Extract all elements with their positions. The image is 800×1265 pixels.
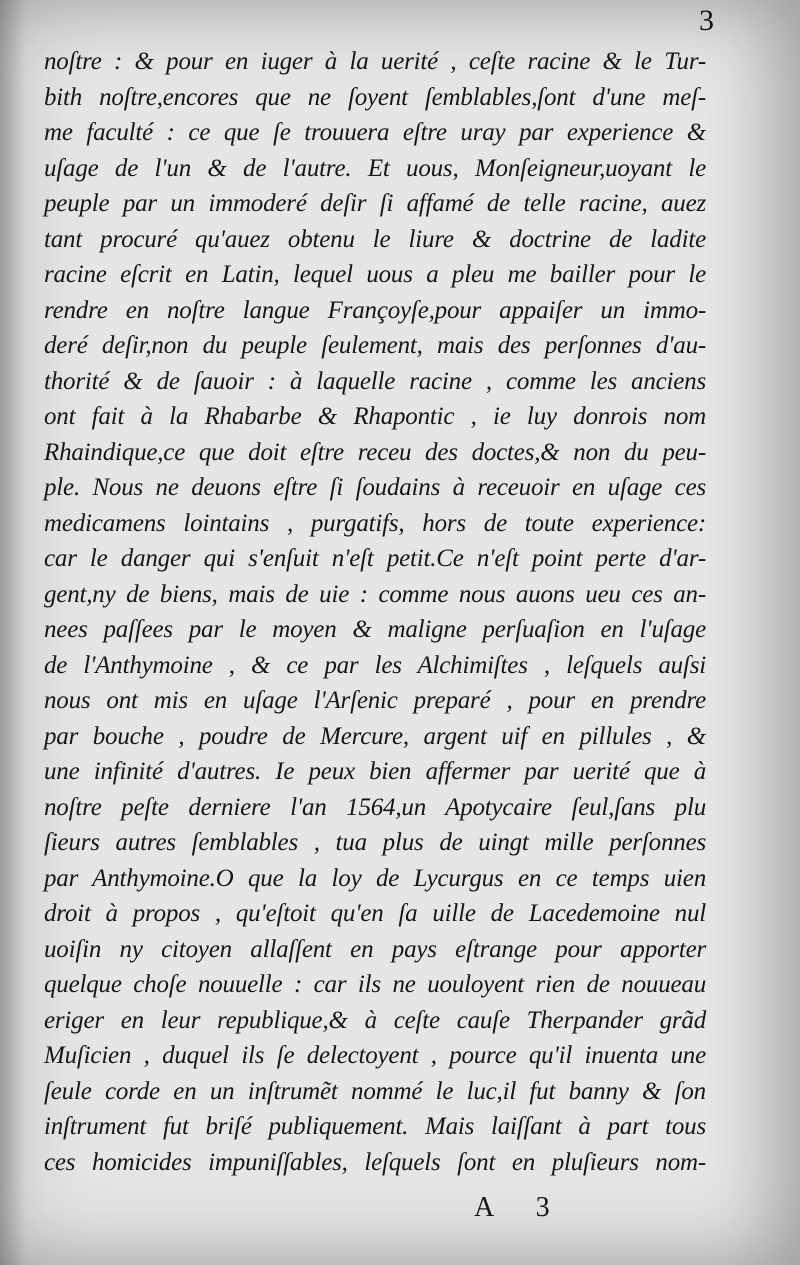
text-line: thorité & de ſauoir : à laquelle racine , comme les anciens (44, 367, 706, 395)
text-line: une infinité d'autres. Ie peux bien affermer par uerité que à (44, 758, 706, 785)
text-line: racine eſcrit en Latin, lequel uous a pleu me bailler pour le (44, 261, 706, 288)
signature-mark: A 3 (474, 1192, 568, 1223)
text-line: ces homicides impuniſſables, leſquels ſont en pluſieurs nom- (44, 1148, 706, 1176)
text-line: uſage de l'un & de l'autre. Et uous, Monſeigneur,uoyant le (44, 154, 706, 182)
text-line: de l'Anthymoine , & ce par les Alchimiſtes , leſquels auſsi (44, 651, 706, 679)
text-line: nous ont mis en uſage l'Arſenic preparé , pour en prendre (44, 687, 706, 714)
text-line: eriger en leur republique,& à ceſte cauſe Therpander grãd (44, 1006, 706, 1034)
text-line: inſtrument fut briſé publiquement. Mais laiſſant à part tous (44, 1113, 706, 1140)
text-line: noſtre peſte derniere l'an 1564,un Apotycaire ſeul,ſans plu (44, 793, 706, 821)
text-line: bith noſtre,encores que ne ſoyent ſemblables,ſont d'une meſ- (44, 83, 706, 111)
body-text (44, 44, 706, 1180)
text-line: peuple par un immoderé deſir ſi affamé de telle racine, auez (44, 190, 706, 217)
text-line: medicamens lointains , purgatifs, hors de toute experience: (44, 509, 706, 537)
text-line: ple. Nous ne deuons eſtre ſi ſoudains à receuoir en uſage ces (44, 474, 706, 501)
text-line: par Anthymoine.O que la loy de Lycurgus en ce temps uien (44, 864, 706, 892)
text-line: uoiſin ny citoyen allaſſent en pays eſtrange pour apporter (44, 935, 706, 963)
text-line: nees paſſees par le moyen & maligne perſuaſion en l'uſage (44, 616, 706, 643)
text-line: ont fait à la Rhabarbe & Rhapontic , ie luy donrois nom (44, 403, 706, 430)
text-line: Rhaindique,ce que doit eſtre receu des doctes,& non du peu- (44, 438, 706, 466)
text-line: droit à propos , qu'eſtoit qu'en ſa uille de Lacedemoine nul (44, 900, 706, 927)
text-line: me faculté : ce que ſe trouuera eſtre uray par experience & (44, 119, 706, 146)
text-line: rendre en noſtre langue Françoyſe,pour appaiſer un immo- (44, 296, 706, 324)
text-line: ſieurs autres ſemblables , tua plus de uingt mille perſonnes (44, 829, 706, 856)
text-line: ſeule corde en un inſtrumẽt nommé le luc,il fut banny & ſon (44, 1077, 706, 1105)
text-line: car le danger qui s'enſuit n'eſt petit.Ce n'eſt point perte d'ar- (44, 545, 706, 572)
text-line: par bouche , poudre de Mercure, argent uif en pillules , & (44, 722, 706, 750)
text-line: quelque choſe nouuelle : car ils ne uouloyent rien de nouueau (44, 971, 706, 998)
text-line: Muſicien , duquel ils ſe delectoyent , pource qu'il inuenta une (44, 1042, 706, 1069)
text-line: noſtre : & pour en iuger à la uerité , ceſte racine & le Tur- (44, 48, 706, 75)
page-number: 3 (699, 4, 714, 37)
text-line: gent,ny de biens, mais de uie : comme nous auons ueu ces an- (44, 580, 706, 608)
text-line: tant procuré qu'auez obtenu le liure & doctrine de ladite (44, 225, 706, 253)
text-line: deré deſir,non du peuple ſeulement, mais des perſonnes d'au- (44, 332, 706, 359)
